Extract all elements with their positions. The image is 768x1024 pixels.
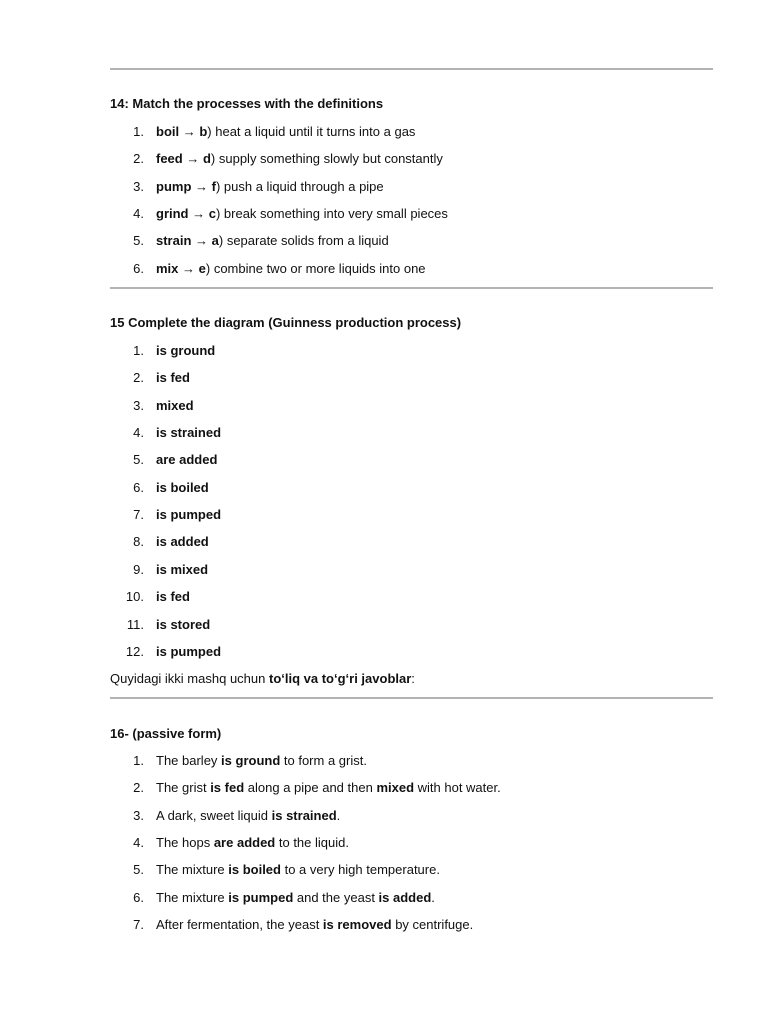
divider-section-16: [110, 697, 713, 699]
item-number: 7.: [133, 507, 144, 522]
process-word: pump: [156, 179, 192, 194]
item-number: 11.: [126, 617, 144, 632]
answer-text: is pumped: [156, 507, 222, 522]
definition: ) push a liquid through a pipe: [215, 179, 384, 194]
answer-text: is fed: [156, 589, 190, 604]
sentence: The barley is ground to form a grist.: [156, 753, 367, 768]
process-word: mix: [156, 261, 179, 276]
process-word: strain: [156, 233, 192, 248]
answer-text: mixed: [156, 398, 194, 413]
sentence: After fermentation, the yeast is removed by centrifuge.: [156, 917, 474, 932]
process-word: grind: [156, 206, 189, 221]
sentence: The hops are added to the liquid.: [156, 835, 349, 850]
definition: ) heat a liquid until it turns into a gas: [207, 124, 416, 139]
item-number: 6.: [133, 261, 144, 276]
item-number: 4.: [133, 835, 144, 850]
answer-text: is boiled: [156, 480, 209, 495]
item-number: 2.: [133, 780, 144, 795]
answer-letter: b: [199, 124, 208, 139]
arrow: →: [188, 206, 209, 221]
answer-text: is added: [156, 534, 209, 549]
sentence: The grist is fed along a pipe and then mixed with hot water.: [156, 780, 501, 795]
answer-letter: e: [198, 261, 206, 276]
answer-text: is ground: [156, 343, 216, 358]
definition: ) separate solids from a liquid: [218, 233, 389, 248]
item-number: 4.: [133, 206, 144, 221]
item-number: 2.: [133, 370, 144, 385]
item-number: 5.: [133, 233, 144, 248]
answer-letter: d: [202, 151, 211, 166]
item-number: 1.: [133, 753, 144, 768]
answer-letter: a: [211, 233, 219, 248]
sentence: The mixture is pumped and the yeast is added.: [156, 890, 435, 905]
item-number: 6.: [133, 890, 144, 905]
answer-letter: f: [211, 179, 216, 194]
arrow: →: [191, 233, 212, 248]
arrow: →: [178, 261, 199, 276]
arrow: →: [191, 179, 212, 194]
definition: ) supply something slowly but constantly: [210, 151, 443, 166]
item-number: 5.: [133, 862, 144, 877]
item-number: 7.: [133, 917, 144, 932]
answer-text: is pumped: [156, 644, 222, 659]
item-number: 1.: [133, 124, 144, 139]
item-number: 3.: [133, 398, 144, 413]
item-number: 10.: [125, 589, 144, 604]
divider-top: [110, 68, 713, 70]
item-number: 3.: [133, 179, 144, 194]
answer-text: are added: [156, 452, 218, 467]
item-number: 4.: [133, 425, 144, 440]
item-number: 12.: [125, 644, 144, 659]
sentence: A dark, sweet liquid is strained.: [156, 808, 341, 823]
process-word: feed: [156, 151, 183, 166]
answers-note: Quyidagi ikki mashq uchun to‘liq va to‘g‘ri javoblar:: [110, 671, 415, 686]
answer-text: is strained: [156, 425, 222, 440]
answer-letter: c: [208, 206, 216, 221]
section-14-title: 14: Match the processes with the definitions: [110, 96, 384, 111]
answer-text: is stored: [156, 617, 211, 632]
definition: ) break something into very small pieces: [215, 206, 448, 221]
item-number: 6.: [133, 480, 144, 495]
section-16-title: 16- (passive form): [110, 726, 222, 741]
arrow: →: [179, 124, 200, 139]
item-number: 3.: [133, 808, 144, 823]
answer-text: is fed: [156, 370, 190, 385]
item-number: 9.: [133, 562, 144, 577]
section-15-title: 15 Complete the diagram (Guinness production process): [110, 315, 462, 330]
answer-text: is mixed: [156, 562, 209, 577]
sentence: The mixture is boiled to a very high temperature.: [156, 862, 440, 877]
item-number: 1.: [133, 343, 144, 358]
divider-section-15: [110, 287, 713, 289]
item-number: 2.: [133, 151, 144, 166]
item-number: 5.: [133, 452, 144, 467]
item-number: 8.: [133, 534, 144, 549]
definition: ) combine two or more liquids into one: [205, 261, 426, 276]
arrow: →: [182, 151, 203, 166]
process-word: boil: [156, 124, 180, 139]
